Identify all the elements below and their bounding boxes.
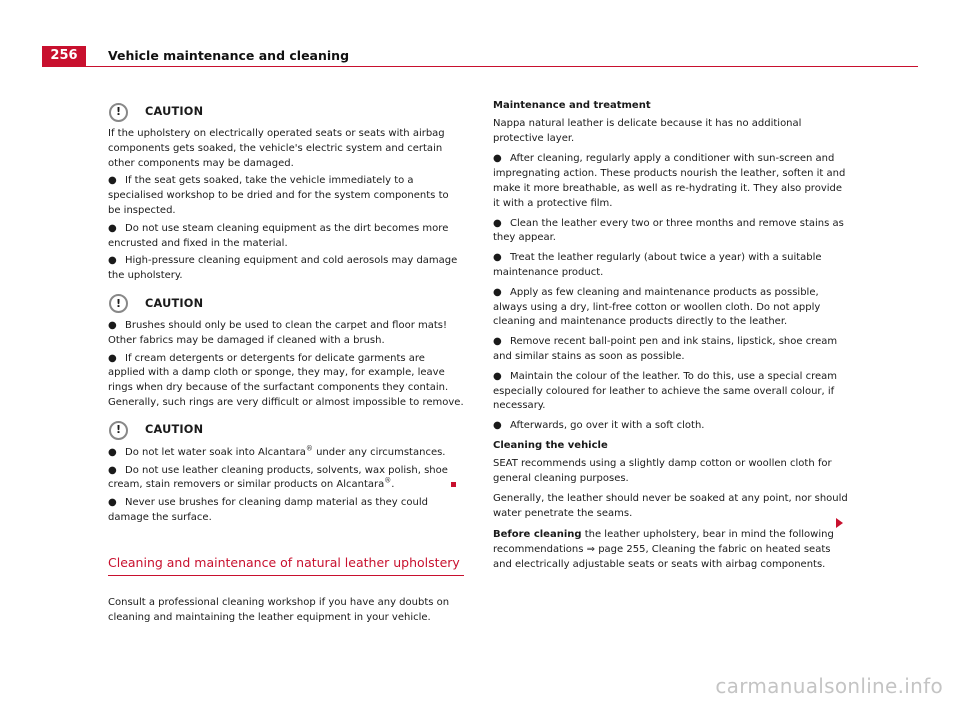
bullet-icon: ● [108, 175, 117, 187]
caution-text: If the upholstery on electrically operated seats or seats with airbag components gets soaked, the vehicle's electric system and certain other components may be damaged. [108, 128, 445, 169]
paragraph: SEAT recommends using a slightly damp cotton or woollen cloth for general cleaning purposes. [493, 457, 832, 484]
caution-title: CAUTION [145, 423, 204, 437]
caution-bullet: ● Do not use steam cleaning equipment as the dirt becomes more encrusted and fixed in the material. [108, 222, 449, 249]
leather-care-bullet: ● Maintain the colour of the leather. To do this, use a special cream especially coloured for leather to achieve the same overall colour, if necessary. [493, 370, 837, 412]
leather-care-bullet: ● Afterwards, go over it with a soft cloth. [493, 419, 851, 434]
watermark: carmanualsonline.info [715, 674, 943, 698]
bullet-icon: ● [108, 255, 117, 267]
right-column [493, 99, 851, 572]
end-of-section-marker [451, 482, 456, 487]
leather-care-bullet: ● Apply as few cleaning and maintenance products as possible, always using a dry, lint-free cotton or woollen cloth. Do not apply cleaning and maintenance products directly to the leather. [493, 286, 821, 328]
bullet-icon: ● [108, 319, 117, 331]
caution-bullet: ● Never use brushes for cleaning damp material as they could damage the surface. [108, 497, 428, 523]
caution-bullet: ● High-pressure cleaning equipment and cold aerosols may damage the upholstery. [108, 255, 458, 282]
bullet-icon: ● [108, 446, 117, 458]
running-title: Vehicle maintenance and cleaning [108, 48, 350, 63]
leather-care-bullet: ● After cleaning, regularly apply a conditioner with sun-screen and impregnating action. These products nourish the leather, soften it and make it more breathable, as well as re-hydrating it. They also provide it with a protective film. [493, 153, 846, 209]
header-rule [42, 66, 918, 67]
subheading-maintenance: Maintenance and treatment [493, 100, 651, 111]
leather-care-bullet: ● Treat the leather regularly (about twice a year) with a suitable maintenance product. [493, 252, 822, 278]
bullet-icon: ● [493, 286, 502, 298]
bullet-icon: ● [493, 153, 502, 165]
bullet-icon: ● [108, 352, 117, 364]
bullet-icon: ● [108, 222, 117, 234]
caution-bullet: ● If cream detergents or detergents for delicate garments are applied with a damp cloth or sponge, they may, for example, leave rings when dry because of the surfactant components they contain. Generally, such rings are very difficult or almost impossible to remove. [108, 352, 464, 408]
page-reference[interactable]: the leather upholstery, bear in mind the following recommendations ⇒ page 255, Cleaning the fabric on heated seats and electrically adjustable seats or seats with airbag components. [493, 528, 834, 570]
bullet-icon: ● [493, 370, 502, 382]
subheading-cleaning: Cleaning the vehicle [493, 439, 608, 451]
caution-heading [108, 99, 464, 125]
caution-bullet: ● If the seat gets soaked, take the vehicle immediately to a specialised workshop to be dried and for the system components to be inspected. [108, 175, 449, 216]
continued-arrow-icon [836, 518, 843, 528]
caution-bullet: ● Do not use leather cleaning products, solvents, wax polish, shoe cream, stain removers or similar products on Alcantara®. [108, 464, 448, 491]
warning-icon: ! [109, 294, 128, 313]
bullet-icon: ● [493, 217, 502, 229]
caution-bullet: ● Do not let water soak into Alcantara® under any circumstances. [108, 446, 464, 461]
caution-heading [108, 291, 464, 317]
bullet-icon: ● [493, 252, 502, 264]
registered-mark: ® [384, 477, 392, 486]
warning-icon: ! [109, 421, 128, 440]
registered-mark: ® [305, 444, 313, 453]
caution-title: CAUTION [145, 104, 204, 118]
section-intro: Consult a professional cleaning workshop if you have any doubts on cleaning and maintaining the leather equipment in your vehicle. [108, 596, 450, 623]
leather-care-list [493, 152, 851, 439]
caution-heading [108, 418, 464, 444]
left-column [108, 99, 464, 625]
warning-icon: ! [109, 103, 128, 122]
bullet-icon: ● [493, 420, 502, 432]
caution-bullet: ● Brushes should only be used to clean the carpet and floor mats! Other fabrics may be damaged if cleaned with a brush. [108, 319, 447, 346]
bullet-icon: ● [493, 336, 502, 348]
paragraph: Before cleaning the leather upholstery, bear in mind the following recommendations ⇒ page 255, Cleaning the fabric on heated seats and electrically adjustable seats or seats with airbag components. [493, 528, 834, 570]
leather-care-bullet: ● Remove recent ball-point pen and ink stains, lipstick, shoe cream and similar stains as soon as possible. [493, 336, 838, 362]
section-heading: Cleaning and maintenance of natural leather upholstery [108, 555, 464, 576]
page-number: 256 [42, 46, 86, 66]
caution-title: CAUTION [145, 296, 204, 310]
paragraph: Generally, the leather should never be soaked at any point, nor should water penetrate the seams. [493, 493, 848, 520]
bullet-icon: ● [108, 464, 117, 476]
paragraph: Nappa natural leather is delicate because it has no additional protective layer. [493, 117, 802, 144]
leather-care-bullet: ● Clean the leather every two or three months and remove stains as they appear. [493, 217, 844, 244]
bullet-icon: ● [108, 497, 117, 509]
